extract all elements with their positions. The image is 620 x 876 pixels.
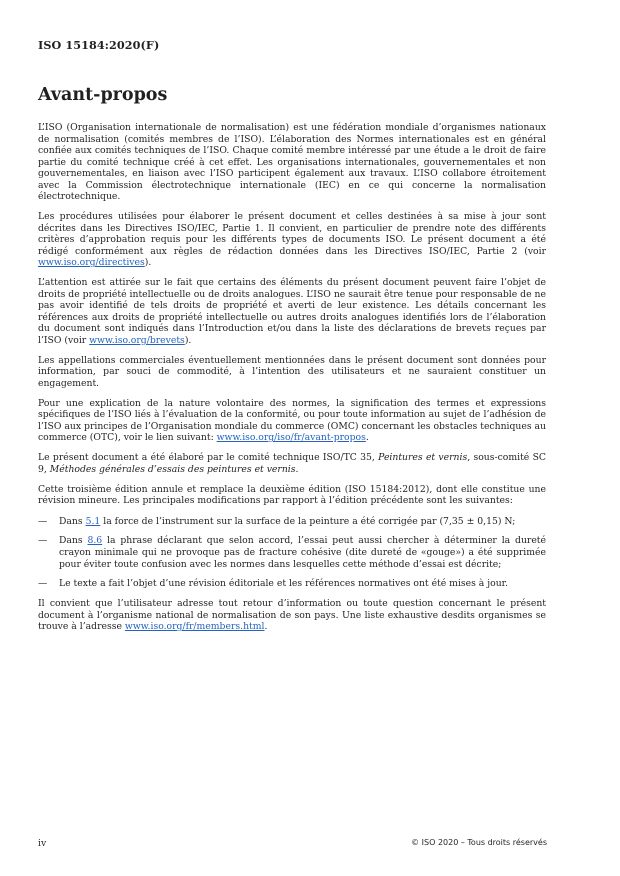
- list-item-body: la force de l’instrument sur la surface de la peinture a été corrigée par (7,35 ± 0,15) N;: [100, 515, 516, 527]
- list-item-text: [59, 516, 546, 528]
- paragraph-text: Les procédures utilisées pour élaborer le présent document et celles destinées à sa mise à jour sont décrites dans les Directives ISO/IEC, Partie 1. Il convient, en particulier de prendre note des différents critères d’approbation requis pour les différents types de documents ISO. Le présent document a été rédigé conformément aux règles de rédaction données dans les Directives ISO/IEC, Partie 2 (voir: [38, 211, 546, 257]
- committee-title: Peintures et vernis: [378, 452, 468, 464]
- paragraph-text: Il convient que l’utilisateur adresse tout retour d’information ou toute question concernant le présent document à l’organisme national de normalisation de son pays. Une liste exhaustive desdits organismes se trouve à l’adresse: [38, 598, 546, 633]
- foreword-body: [38, 122, 546, 641]
- list-dash: —: [38, 515, 48, 527]
- paragraph-end: .: [365, 432, 369, 444]
- paragraph-text: Pour une explication de la nature volontaire des normes, la signification des termes et expressions spécifiques de l’ISO liés à l’évaluation de la conformité, ou pour toute information au sujet de l’adhésion de l’ISO aux principes de l’Organisation mondiale du commerce (OMC) concernant les obstacles techniques au commerce (OTC), voir le lien suivant:: [38, 397, 546, 444]
- list-item-prefix: Dans: [59, 535, 88, 547]
- directives-link[interactable]: www.iso.org/directives: [38, 257, 145, 269]
- paragraph-end: ).: [184, 334, 192, 346]
- list-dash: —: [38, 535, 48, 547]
- list-item-prefix: Dans: [59, 515, 86, 527]
- paragraph-end: ).: [144, 257, 152, 269]
- avant-propos-link[interactable]: www.iso.org/iso/fr/avant-propos: [216, 432, 366, 444]
- paragraph-feedback: [38, 598, 546, 633]
- page-title: Avant-propos: [38, 85, 168, 105]
- paragraph-edition: Cette troisième édition annule et remplace la deuxième édition (ISO 15184:2012), dont elle constitue une révision mineure. Les principales modifications par rapport à l’édition précédente sont les suivantes:: [38, 483, 546, 507]
- paragraph-trade-names: Les appellations commerciales éventuellement mentionnées dans le présent document sont données pour information, par souci de commodité, à l’intention des utilisateurs et ne sauraient constituer un engagement.: [38, 354, 546, 389]
- paragraph-committee: [38, 452, 546, 475]
- paragraph-voluntary-nature: [38, 398, 546, 444]
- paragraph-text: L’attention est attirée sur le fait que certains des éléments du présent document peuvent faire l’objet de droits de propriété intellectuelle ou de droits analogues. L’ISO ne saurait être tenue pour responsable de ne pas avoir identifié de tels droits de propriété et averti de leur existence. Les détails concernant les références aux droits de propriété intellectuelle ou autres droits analogues identifiés lors de l’élaboration du document sont indiqués dans l’Introduction et/ou dans la liste des déclarations de brevets reçues par l’ISO (voir: [38, 277, 546, 346]
- list-item-text: Le texte a fait l’objet d’une révision éditoriale et les références normatives ont été mises à jour.: [59, 578, 509, 590]
- clause-8-6-link[interactable]: 8.6: [87, 535, 103, 547]
- paragraph-patents: [38, 277, 546, 346]
- subcommittee-title: Méthodes générales d’essais des peintures et vernis: [49, 463, 296, 475]
- paragraph-iso-intro: L’ISO (Organisation internationale de normalisation) est une fédération mondiale d’organismes nationaux de normalisation (comités membres de l’ISO). L’élaboration des Normes internationales est en général confiée aux comités techniques de l’ISO. Chaque comité membre intéressé par une étude a le droit de faire partie du comité technique créé à cet effet. Les organisations internationales, gouvernementales et non gouvernementales, en liaison avec l’ISO participent également aux travaux. L’ISO collabore étroitement avec la Commission électrotechnique internationale (IEC) en ce qui concerne la normalisation électrotechnique.: [38, 122, 546, 203]
- page-number: iv: [38, 838, 47, 849]
- clause-5-1-link[interactable]: 5.1: [85, 515, 101, 527]
- list-item: [38, 535, 546, 570]
- list-item: [38, 516, 546, 528]
- list-dash: —: [38, 578, 48, 590]
- members-link[interactable]: www.iso.org/fr/members.html: [124, 621, 265, 633]
- brevets-link[interactable]: www.iso.org/brevets: [89, 334, 185, 346]
- paragraph-end: .: [295, 463, 299, 475]
- list-item-text: [59, 535, 546, 570]
- document-id: ISO 15184:2020(F): [38, 38, 160, 52]
- paragraph-end: .: [264, 621, 268, 633]
- copyright-notice: © ISO 2020 – Tous droits réservés: [411, 838, 547, 847]
- list-item: [38, 578, 546, 590]
- paragraph-procedures: [38, 211, 546, 269]
- paragraph-text: , sous-comité SC 9,: [38, 452, 546, 475]
- paragraph-text: Le présent document a été élaboré par le comité technique ISO/TC 35,: [38, 452, 379, 464]
- list-item-body: la phrase déclarant que selon accord, l’essai peut aussi chercher à déterminer la dureté crayon minimale qui ne provoque pas de fracture cohésive (dite dureté de «gouge») a été supprimée pour éviter toute confusion avec les normes dans lesquelles cette méthode d’essai est décrite;: [59, 535, 546, 570]
